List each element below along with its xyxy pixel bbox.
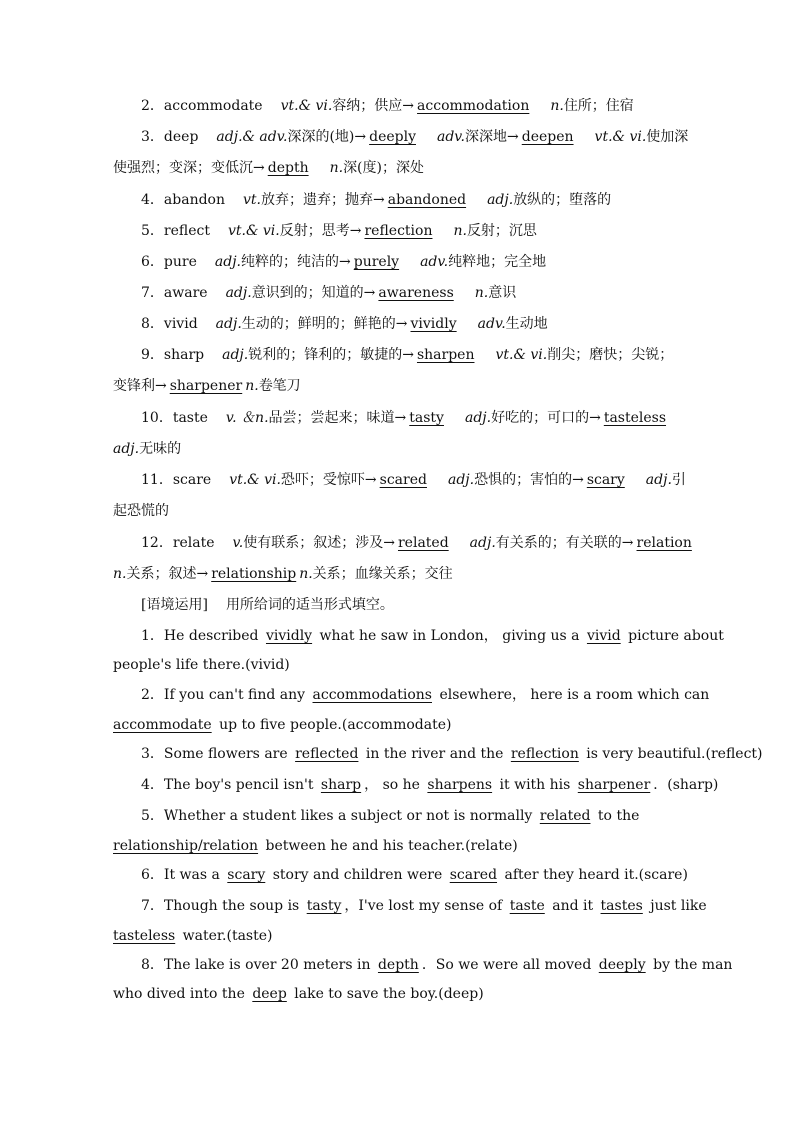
answer-blank: deeply [369, 129, 416, 145]
sentence-text: is very beautiful.(reflect) [581, 746, 763, 762]
sentence-text: just like [645, 898, 707, 914]
definition: 锐利的；锋利的；敏捷的→ [248, 347, 414, 363]
answer-blank: related [539, 808, 591, 824]
part-of-speech: n. [474, 285, 489, 301]
answer-blank: depth [377, 957, 419, 973]
definition: 住所；住宿 [563, 98, 634, 114]
headword: sharp [163, 347, 205, 363]
answer-blank: tasty [409, 410, 444, 426]
definition: 有关系的；有关联的→ [495, 535, 634, 551]
sentence-text: Whether a student likes a subject or not is normally [163, 808, 537, 824]
part-of-speech: adj. [645, 472, 672, 488]
headword: accommodate [163, 98, 263, 114]
exercise-1-cont [113, 655, 683, 675]
answer-blank: relationship/relation [113, 838, 259, 854]
item-number: 11． [141, 472, 173, 488]
definition: 深深的(地)→ [287, 129, 367, 145]
vocab-item-4 [141, 190, 683, 210]
answer-blank: tasty [306, 898, 342, 914]
answer-blank: sharp [320, 777, 362, 793]
item-number: 5． [141, 223, 164, 239]
exercise-2-cont [113, 715, 683, 735]
exercise-number: 1． [141, 628, 164, 644]
item-number: 9． [141, 347, 164, 363]
sentence-text: in the river and the [361, 746, 508, 762]
answer-blank: relation [636, 535, 692, 551]
answer-blank: tastes [600, 898, 643, 914]
vocab-item-3 [141, 127, 689, 147]
sentence-text: after they heard it.(scare) [500, 867, 688, 883]
sentence-text: people's life there.(vivid) [113, 657, 290, 673]
answer-blank: vividly [265, 628, 313, 644]
exercise-7-cont [113, 926, 683, 946]
headword: abandon [163, 192, 226, 208]
answer-blank: depth [267, 160, 309, 176]
item-number: 4． [141, 192, 164, 208]
vocab-item-2 [141, 96, 683, 116]
part-of-speech: v. [232, 535, 244, 551]
sentence-text: what he saw in London， giving us a [315, 628, 584, 644]
answer-blank: taste [509, 898, 545, 914]
definition: 纯粹的；纯洁的→ [241, 254, 351, 270]
sentence-text: up to five people.(accommodate) [214, 717, 452, 733]
part-of-speech: vt.& vi. [594, 129, 647, 145]
headword: deep [163, 129, 199, 145]
part-of-speech: adv. [437, 129, 466, 145]
definition: 深(度)；深处 [343, 160, 424, 176]
sentence-text: by the man [648, 957, 733, 973]
answer-blank: reflected [295, 746, 359, 762]
vocab-item-6 [141, 252, 683, 272]
definition: 恐吓；受惊吓→ [280, 472, 377, 488]
answer-blank: scared [379, 472, 427, 488]
answer-blank: sharpener [169, 378, 243, 394]
part-of-speech: adj.& adv. [216, 129, 288, 145]
sentence-text: Some flowers are [163, 746, 293, 762]
exercise-5-cont [113, 836, 683, 856]
definition: 关系；血缘关系；交往 [312, 566, 453, 582]
item-number: 8． [141, 316, 164, 332]
headword: pure [163, 254, 197, 270]
exercise-8-cont [113, 984, 683, 1004]
definition: 生动地 [505, 316, 548, 332]
definition: 深深地→ [465, 129, 519, 145]
sentence-text: between he and his teacher.(relate) [261, 838, 518, 854]
definition: 使有联系；叙述；涉及→ [243, 535, 395, 551]
sentence-text: ， so he [364, 777, 425, 793]
answer-blank: tasteless [113, 928, 176, 944]
sentence-text: elsewhere， here is a room which can [435, 687, 710, 703]
part-of-speech: adj. [464, 410, 492, 426]
part-of-speech: adv. [477, 316, 506, 332]
item-number: 3． [141, 129, 164, 145]
answer-blank: vividly [410, 316, 457, 332]
vocab-item-10-cont [113, 439, 683, 459]
answer-blank: relationship [211, 566, 297, 582]
vocab-item-7 [141, 283, 683, 303]
definition: 意识到的；知道的→ [251, 285, 376, 301]
sentence-text: ．So we were all moved [421, 957, 596, 973]
sentence-text: lake to save the boy.(deep) [289, 986, 484, 1002]
exercise-7 [141, 896, 707, 916]
sentence-text: The boy's pencil isn't [163, 777, 318, 793]
headword: reflect [163, 223, 210, 239]
headword: scare [172, 472, 212, 488]
sentence-text: ．(sharp) [653, 777, 719, 793]
exercise-4 [141, 775, 719, 795]
definition: 品尝；尝起来；味道→ [268, 410, 407, 426]
sentence-text: If you can't find any [163, 687, 310, 703]
sentence-text: The lake is over 20 meters in [163, 957, 375, 973]
exercise-1 [141, 626, 724, 646]
exercise-number: 2． [141, 687, 164, 703]
vocab-item-11 [141, 470, 686, 490]
part-of-speech: n. [453, 223, 467, 239]
answer-blank: scary [227, 867, 266, 883]
sentence-text: Though the soup is [163, 898, 304, 914]
exercise-number: 3． [141, 746, 164, 762]
part-of-speech: adj. [487, 192, 514, 208]
part-of-speech: adv. [420, 254, 449, 270]
sentence-text: story and children were [268, 867, 447, 883]
headword: taste [172, 410, 208, 426]
definition: 生动的；鲜明的；鲜艳的→ [241, 316, 408, 332]
part-of-speech: adj. [447, 472, 475, 488]
exercise-8 [141, 955, 733, 975]
sentence-text: It was a [163, 867, 225, 883]
exercise-number: 5． [141, 808, 164, 824]
exercise-number: 8． [141, 957, 164, 973]
section-label: [语境运用] [141, 597, 208, 613]
answer-blank: vivid [586, 628, 621, 644]
part-of-speech: adj. [222, 347, 249, 363]
part-of-speech: vt. [243, 192, 262, 208]
part-of-speech: vt.& vi. [280, 98, 333, 114]
part-of-speech: n. [113, 566, 127, 582]
definition: 使加深 [646, 129, 689, 145]
answer-blank: sharpener [577, 777, 651, 793]
headword: aware [163, 285, 208, 301]
part-of-speech: adj. [214, 254, 241, 270]
part-of-speech: vt.& vi. [229, 472, 281, 488]
vocab-item-9 [141, 345, 683, 365]
sentence-text: picture about [623, 628, 724, 644]
item-number: 7． [141, 285, 164, 301]
answer-blank: abandoned [387, 192, 467, 208]
sentence-text: who dived into the [113, 986, 250, 1002]
definition: 变锋利→ [113, 378, 167, 394]
definition: 恐惧的；害怕的→ [474, 472, 584, 488]
sentence-text: it with his [495, 777, 575, 793]
exercise-6 [141, 865, 688, 885]
part-of-speech: adj. [113, 441, 140, 457]
part-of-speech: n. [299, 566, 313, 582]
section-instruction: 用所给词的适当形式填空。 [225, 597, 394, 613]
part-of-speech: n. [550, 98, 564, 114]
vocab-item-9-cont [113, 376, 683, 396]
definition: 使强烈；变深；变低沉→ [113, 160, 265, 176]
vocab-item-3-cont [113, 158, 683, 178]
part-of-speech: adj. [225, 285, 252, 301]
definition: 削尖；磨快；尖锐； [547, 347, 674, 363]
vocab-item-12-cont [113, 564, 683, 584]
exercise-2 [141, 685, 710, 705]
answer-blank: reflection [510, 746, 579, 762]
answer-blank: related [397, 535, 449, 551]
definition: 放纵的；堕落的 [513, 192, 612, 208]
answer-blank: reflection [364, 223, 433, 239]
part-of-speech: vt.& vi. [495, 347, 548, 363]
definition: 无味的 [139, 441, 182, 457]
item-number: 12． [141, 535, 173, 551]
vocab-item-8 [141, 314, 683, 334]
section-heading [141, 595, 683, 615]
definition: 容纳；供应→ [332, 98, 415, 114]
answer-blank: sharpens [427, 777, 493, 793]
vocab-item-5 [141, 221, 683, 241]
exercise-3 [141, 744, 763, 764]
definition: 放弃；遗弃；抛弃→ [261, 192, 385, 208]
answer-blank: accommodations [312, 687, 432, 703]
part-of-speech: n. [329, 160, 344, 176]
sentence-text: to the [593, 808, 640, 824]
definition: 卷笔刀 [258, 378, 301, 394]
part-of-speech: adj. [215, 316, 242, 332]
part-of-speech: vt.& vi. [228, 223, 280, 239]
item-number: 2． [141, 98, 164, 114]
vocab-item-11-cont [113, 501, 683, 521]
definition: 好吃的；可口的→ [491, 410, 601, 426]
definition: 反射；思考→ [279, 223, 362, 239]
answer-blank: accommodate [113, 717, 212, 733]
headword: relate [172, 535, 215, 551]
definition: 引 [671, 472, 686, 488]
item-number: 6． [141, 254, 164, 270]
headword: vivid [163, 316, 198, 332]
exercise-number: 6． [141, 867, 164, 883]
definition: 纯粹地；完全地 [448, 254, 547, 270]
exercise-number: 7． [141, 898, 164, 914]
exercise-number: 4． [141, 777, 164, 793]
answer-blank: deeply [598, 957, 646, 973]
answer-blank: purely [353, 254, 400, 270]
vocab-item-12 [141, 533, 692, 553]
answer-blank: sharpen [416, 347, 475, 363]
item-number: 10． [141, 410, 173, 426]
part-of-speech: v. ＆n. [225, 410, 269, 426]
definition: 关系；叙述→ [126, 566, 209, 582]
vocab-item-10 [141, 408, 683, 428]
answer-blank: scary [586, 472, 625, 488]
answer-blank: deepen [521, 129, 574, 145]
definition: 反射；沉思 [466, 223, 537, 239]
sentence-text: He described [163, 628, 263, 644]
part-of-speech: adj. [469, 535, 496, 551]
answer-blank: accommodation [417, 98, 530, 114]
definition: 起恐慌的 [113, 503, 169, 519]
sentence-text: and it [547, 898, 598, 914]
definition: 意识 [488, 285, 517, 301]
answer-blank: tasteless [603, 410, 667, 426]
exercise-5 [141, 806, 683, 826]
answer-blank: deep [252, 986, 287, 1002]
sentence-text: water.(taste) [178, 928, 273, 944]
sentence-text: ，I've lost my sense of [344, 898, 507, 914]
answer-blank: scared [449, 867, 498, 883]
part-of-speech: n. [245, 378, 259, 394]
answer-blank: awareness [378, 285, 454, 301]
